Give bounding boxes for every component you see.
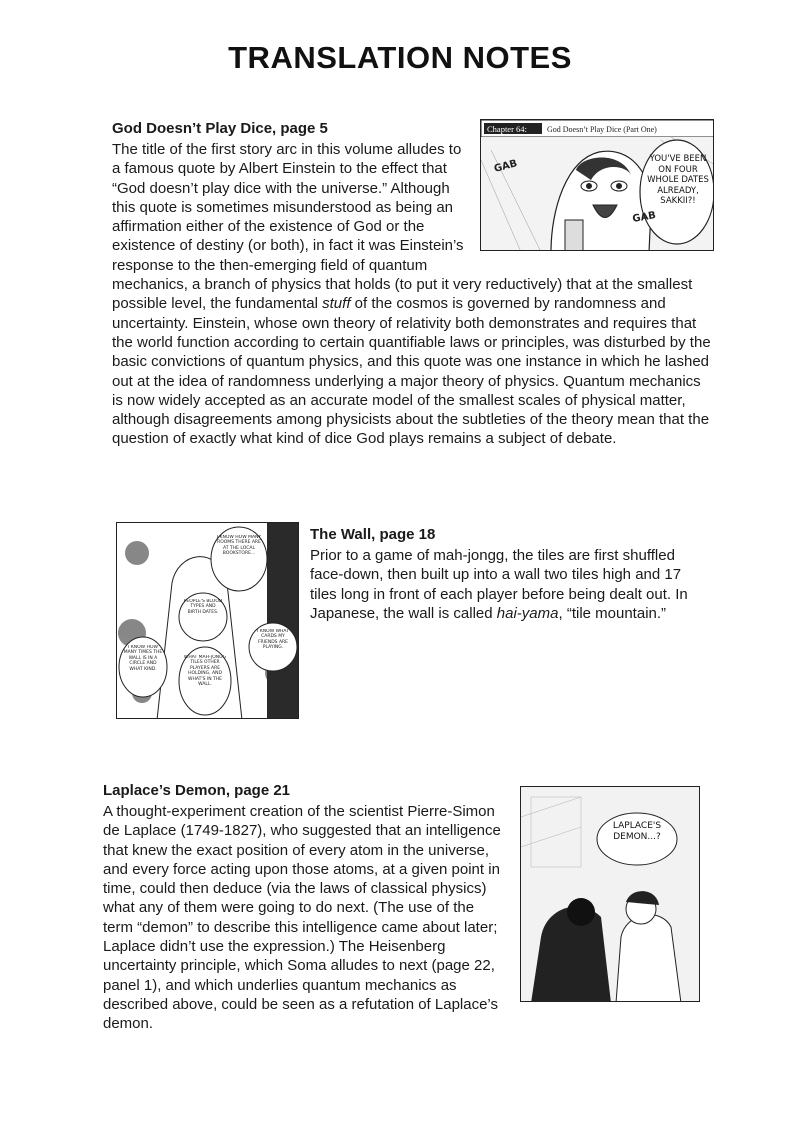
section-heading: Laplace’s Demon, page 21 bbox=[103, 782, 291, 799]
speech-bubble-2: PEOPLE'S BLOOD TYPES AND BIRTH DATES. bbox=[179, 593, 227, 641]
sfx-gab-2: GAB bbox=[631, 210, 657, 225]
speech-bubble-4: I KNOW WHAT CARDS MY FRIENDS ARE PLAYING. bbox=[249, 623, 297, 671]
sfx-gab-1: GAB bbox=[492, 158, 519, 175]
section-heading: God Doesn’t Play Dice, page 5 bbox=[112, 120, 328, 137]
chapter-title: God Doesn’t Play Dice (Part One) bbox=[547, 125, 657, 134]
manga-panel-chapter-64 bbox=[480, 119, 714, 251]
manga-panel-wall bbox=[116, 522, 299, 719]
section-heading: The Wall, page 18 bbox=[310, 526, 436, 543]
manga-panel-laplace bbox=[520, 786, 700, 1002]
speech-bubble-text: YOU'VE BEEN ON FOUR WHOLE DATES ALREADY, SAKKII?! bbox=[647, 154, 709, 206]
speech-bubble-3: I KNOW HOW MANY TIMES THE WALL IS IN A CIRCLE AND WHAT KIND. bbox=[119, 637, 167, 697]
speech-bubble-1: I KNOW HOW MANY ROOMS THERE ARE AT THE LOCAL BOOKSTORE... bbox=[211, 527, 267, 591]
note-laplaces-demon bbox=[103, 781, 503, 1034]
note-the-wall bbox=[310, 525, 690, 623]
section-body: Prior to a game of mah-jongg, the tiles are first shuffled face-down, then built up into a wall two tiles high and 17 tiles long in front of each player before being dealt out. In Japanese, the wall is called hai-yama, “tile mountain.” bbox=[310, 547, 688, 622]
speech-bubble-5: WHAT MAH-JONGG TILES OTHER PLAYERS ARE HOLDING, AND WHAT'S IN THE WALL. bbox=[179, 647, 231, 715]
chapter-label: Chapter 64: bbox=[487, 124, 527, 134]
section-body: The title of the first story arc in this volume alludes to a famous quote by Albert Einstein to the effect that “God doesn’t play dice with the universe.” Although this quote is sometimes misunderstood as being an affirmation either of the existence of God or the existence of destiny (or both), in fact it was Einstein’s response to the then-emerging field of quantum mechanics, a branch of physics that holds (to put it very reductively) that at the smallest possible level, the fundamental stuff of the cosmos is governed by randomness and uncertainty. Einstein, whose own theory of relativity both demonstrates and requires that the world function according to certain quantifiable laws or principles, was disturbed by the basic convictions of quantum physics, and this quote was one instance in which he lashed out at the idea of randomness underlying a major theory of physics. Quantum mechanics is now widely accepted as an accurate model of the smallest scales of physical matter, although disagreements among physicists about the subtleties of the theory mean that the question of exactly what kind of dice God plays remains a subject of debate. bbox=[112, 141, 711, 448]
section-body: A thought-experiment creation of the scientist Pierre-Simon de Laplace (1749-1827), who suggested that an intelligence that knew the exact position of every atom in the universe, and every force acting upon those atoms, at a given point in time, could then deduce (via the laws of classical physics) what any of them were going to do next. (The use of the term “demon” to describe this intelligence came about later; Laplace didn’t use the expression.) The Heisenberg uncertainty principle, which Soma alludes to next (page 22, panel 1), and which underlies quantum mechanics as described above, could be seen as a refutation of Laplace’s demon. bbox=[103, 803, 501, 1033]
page-title: TRANSLATION NOTES bbox=[228, 40, 572, 75]
note-god-doesnt-play-dice bbox=[112, 119, 712, 449]
speech-bubble: LAPLACE'S DEMON...? bbox=[597, 813, 677, 865]
